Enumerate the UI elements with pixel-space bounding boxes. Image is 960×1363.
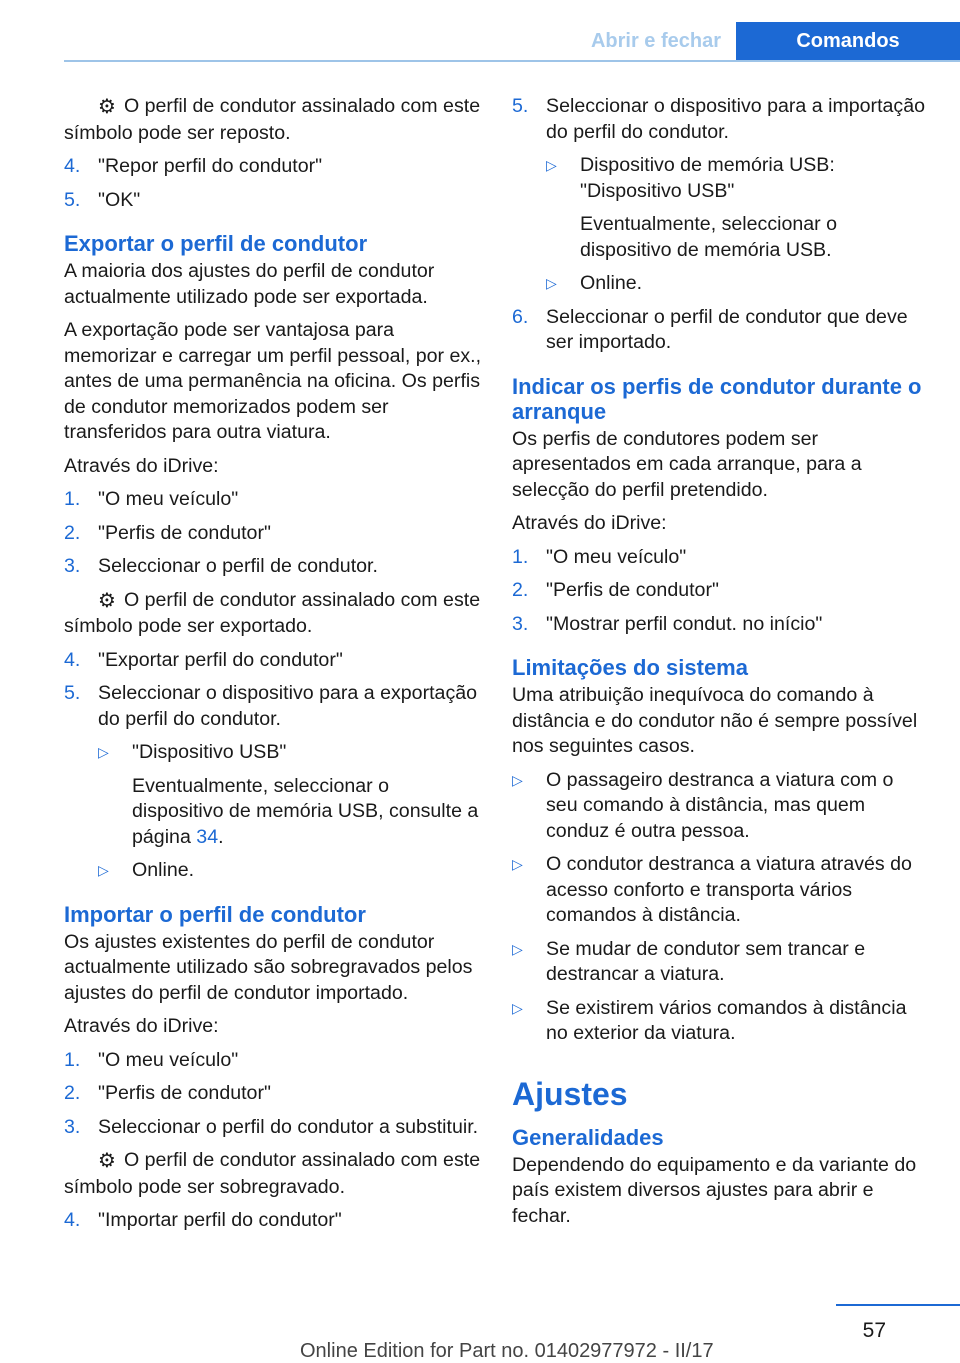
paragraph: Através do iDrive: xyxy=(64,1015,219,1037)
left-column xyxy=(64,94,482,1242)
paragraph: Dependendo do equipamento e da variante do país existem diversos ajustes para abrir e fechar. xyxy=(512,1153,917,1227)
bullet-item: ▷ O condutor destranca a viatura através do acesso conforto e transporta vários comandos à distância. xyxy=(512,853,912,926)
gear-icon: ⚙ xyxy=(98,589,116,612)
list-item: 4. "Repor perfil do condutor" xyxy=(64,155,323,177)
list-item: 3. "Mostrar perfil condut. no início" xyxy=(512,612,823,635)
heading-generalidades: Generalidades xyxy=(512,1124,664,1150)
list-item: 3. Seleccionar o perfil de condutor. xyxy=(64,555,378,577)
list-item: 5. Seleccionar o dispositivo para a importação do perfil do condutor. xyxy=(512,95,926,143)
heading-limitations: Limitações do sistema xyxy=(512,655,748,680)
page-number: 57 xyxy=(862,1319,886,1342)
list-item: 2. "Perfis de condutor" xyxy=(64,1082,271,1104)
triangle-right-icon: ▷ xyxy=(546,157,557,173)
paragraph: A exportação pode ser vantajosa para memorizar e carregar um perfil pessoal, por ex., antes de uma permanência na oficina. Os perfis de condutor memorizados podem ser transferidos para outra viatura. xyxy=(64,319,482,443)
bullet-item: ▷ O passageiro destranca a viatura com o seu comando à distância, mas quem conduz é outra pessoa. xyxy=(512,768,894,842)
sub-item-note: Eventualmente, seleccionar o dispositivo de memória USB, consulte a página 34. xyxy=(132,774,479,848)
sub-item-note: Eventualmente, seleccionar o dispositivo de memória USB. xyxy=(580,213,838,261)
heading-startup: Indicar os perfis de condutor durante o arranque xyxy=(512,373,922,424)
gear-icon: ⚙ xyxy=(98,1150,116,1172)
bullet-item: ▷ Se mudar de condutor sem trancar e destrancar a viatura. xyxy=(512,937,866,985)
note-reset: ⚙ O perfil de condutor assinalado com este símbolo pode ser reposto. xyxy=(64,95,481,144)
triangle-right-icon: ▷ xyxy=(512,940,523,957)
note-overwrite: ⚙ O perfil de condutor assinalado com este símbolo pode ser sobregravado. xyxy=(64,1149,481,1198)
header-rule xyxy=(64,60,960,62)
heading-export: Exportar o perfil de condutor xyxy=(64,231,368,256)
sub-item: ▷ Online. xyxy=(546,271,928,297)
footer-rule xyxy=(836,1304,960,1306)
paragraph: A maioria dos ajustes do perfil de condutor actualmente utilizado pode ser exportada. xyxy=(64,260,435,308)
paragraph: Através do iDrive: xyxy=(64,454,219,477)
list-item: 1. "O meu veículo" xyxy=(64,488,239,510)
list-item: 2. "Perfis de condutor" xyxy=(64,521,271,544)
paragraph: Através do iDrive: xyxy=(512,512,667,534)
list-item: 4. "Importar perfil do condutor" xyxy=(64,1209,342,1231)
list-item: 6. Seleccionar o perfil de condutor que deve ser importado. xyxy=(512,305,908,353)
triangle-right-icon: ▷ xyxy=(98,862,109,878)
list-item: 4. "Exportar perfil do condutor" xyxy=(64,648,343,671)
sub-item: ▷ Dispositivo de memória USB: "Dispositivo USB" xyxy=(546,154,835,202)
edition-text: Online Edition for Part no. 01402977972 - II/17 xyxy=(300,1340,714,1362)
tab-comandos[interactable]: Comandos xyxy=(736,22,960,60)
triangle-right-icon: ▷ xyxy=(512,856,523,872)
note-export: ⚙ O perfil de condutor assinalado com este símbolo pode ser exportado. xyxy=(64,588,481,637)
triangle-right-icon: ▷ xyxy=(546,275,557,291)
sub-list xyxy=(512,153,928,297)
list-item: 1. "O meu veículo" xyxy=(64,1048,239,1071)
tab-abrir-e-fechar[interactable]: Abrir e fechar xyxy=(590,29,722,52)
list-item: 5. Seleccionar o dispositivo para a exportação do perfil do condutor. xyxy=(64,682,478,730)
list-item: 3. Seleccionar o perfil do condutor a substituir. xyxy=(64,1115,479,1138)
paragraph: Os perfis de condutores podem ser apresentados em cada arranque, para a selecção do perfil pretendido. xyxy=(512,427,862,501)
page-link[interactable]: 34 xyxy=(196,825,219,848)
right-column xyxy=(512,94,928,1237)
section-title-ajustes: Ajustes xyxy=(512,1075,628,1112)
bullet-item: ▷ Se existirem vários comandos à distância no exterior da viatura. xyxy=(512,996,907,1044)
sub-item: ▷ Online. xyxy=(98,858,482,884)
paragraph: Uma atribuição inequívoca do comando à distância e do condutor não é sempre possível nos seguintes casos. xyxy=(512,684,918,757)
list-item: 1. "O meu veículo" xyxy=(512,545,687,568)
page-header xyxy=(0,0,960,62)
triangle-right-icon: ▷ xyxy=(512,771,523,788)
triangle-right-icon: ▷ xyxy=(512,999,523,1016)
gear-icon: ⚙ xyxy=(98,96,116,118)
paragraph: Os ajustes existentes do perfil de condutor actualmente utilizado são sobregravados pelos ajustes do perfil de condutor importado. xyxy=(64,930,473,1004)
list-item: 5. "OK" xyxy=(64,188,141,211)
triangle-right-icon: ▷ xyxy=(98,744,109,760)
sub-item: ▷ "Dispositivo USB" xyxy=(98,740,482,766)
list-item: 2. "Perfis de condutor" xyxy=(512,579,719,601)
heading-import: Importar o perfil de condutor xyxy=(64,901,366,927)
sub-list xyxy=(64,740,482,884)
